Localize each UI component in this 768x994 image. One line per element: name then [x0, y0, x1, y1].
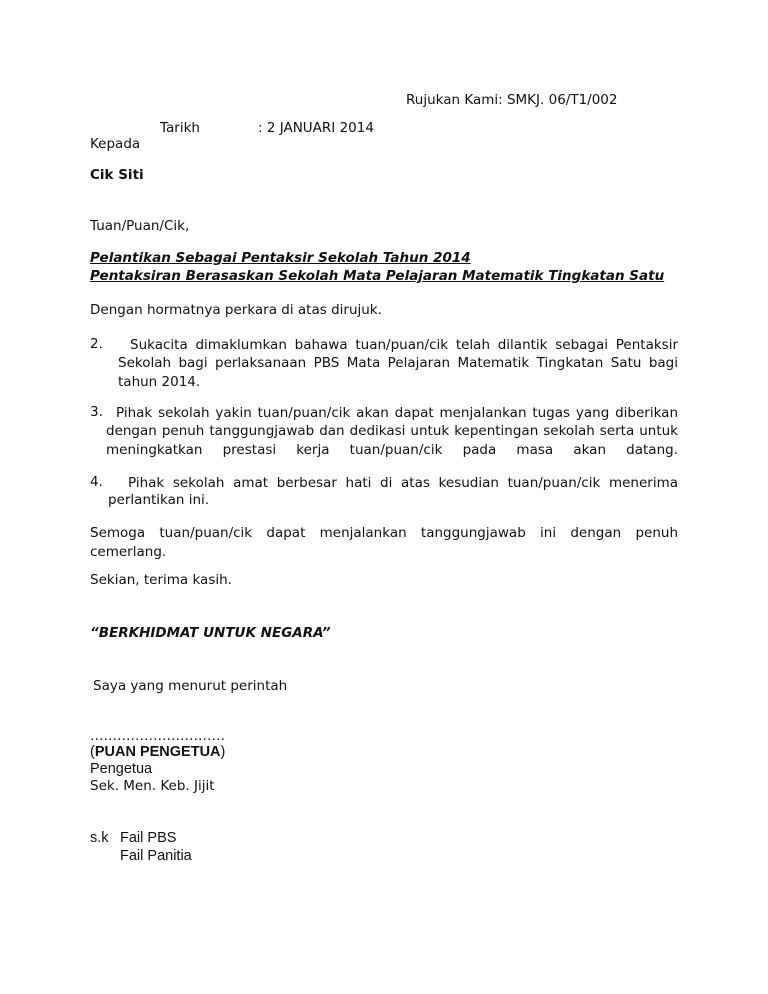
paragraph-3-first-line: Pihak sekolah yakin tuan/puan/cik akan dapat menjalankan tugas yang diberikan [116, 405, 678, 421]
thanks-line: Sekian, terima kasih. [90, 572, 232, 588]
order-line: Saya yang menurut perintah [93, 678, 288, 694]
motto: “BERKHIDMAT UNTUK NEGARA” [90, 625, 331, 641]
signature-dots: ………………………… [90, 728, 225, 744]
paragraph-4-first-line: Pihak sekolah amat berbesar hati di atas kesudian tuan/puan/cik menerima [128, 475, 678, 491]
cc-item: Fail PBS [120, 830, 177, 846]
reference-number: Rujukan Kami: SMKJ. 06/T1/002 [406, 92, 618, 108]
signatory-name-text: PUAN PENGETUA [94, 744, 221, 760]
intro-paragraph: Dengan hormatnya perkara di atas dirujuk. [90, 302, 382, 318]
paragraph-2-number: 2. [90, 336, 103, 352]
date-value: : 2 JANUARI 2014 [258, 120, 374, 136]
signatory-title: Pengetua [90, 761, 153, 777]
school-name: Sek. Men. Keb. Jijit [90, 778, 215, 794]
paragraph-4-text: perlantikan ini. [108, 492, 210, 508]
recipient-name: Cik Siti [90, 167, 144, 183]
cc-item: Fail Panitia [120, 848, 192, 864]
signatory-name: (PUAN PENGETUA) [90, 744, 226, 760]
subject-line-1: Pelantikan Sebagai Pentaksir Sekolah Tahun 2014 [90, 250, 471, 266]
paragraph-3-number: 3. [90, 404, 103, 420]
paragraph-4-number: 4. [90, 474, 103, 490]
subject-line-2: Pentaksiran Berasaskan Sekolah Mata Pelajaran Matematik Tingkatan Satu [90, 268, 665, 284]
paragraph-2-first-line: Sukacita dimaklumkan bahawa tuan/puan/cik telah dilantik sebagai Pentaksir [130, 337, 678, 353]
to-label: Kepada [90, 136, 141, 152]
cc-label: s.k [90, 830, 109, 846]
paragraph-2-text: Sekolah bagi perlaksanaan PBS Mata Pelajaran Matematik Tingkatan Satu bagi tahun 2014. [118, 355, 678, 390]
paragraph-3-text: dengan penuh tanggungjawab dan dedikasi untuk kepentingan sekolah serta untuk meningkatkan prestasi kerja tuan/puan/cik pada masa akan datang. [106, 423, 678, 458]
salutation: Tuan/Puan/Cik, [90, 218, 190, 234]
closing-paragraph: Semoga tuan/puan/cik dapat menjalankan tanggungjawab ini dengan penuh cemerlang. [90, 525, 678, 560]
date-label: Tarikh [160, 120, 200, 136]
